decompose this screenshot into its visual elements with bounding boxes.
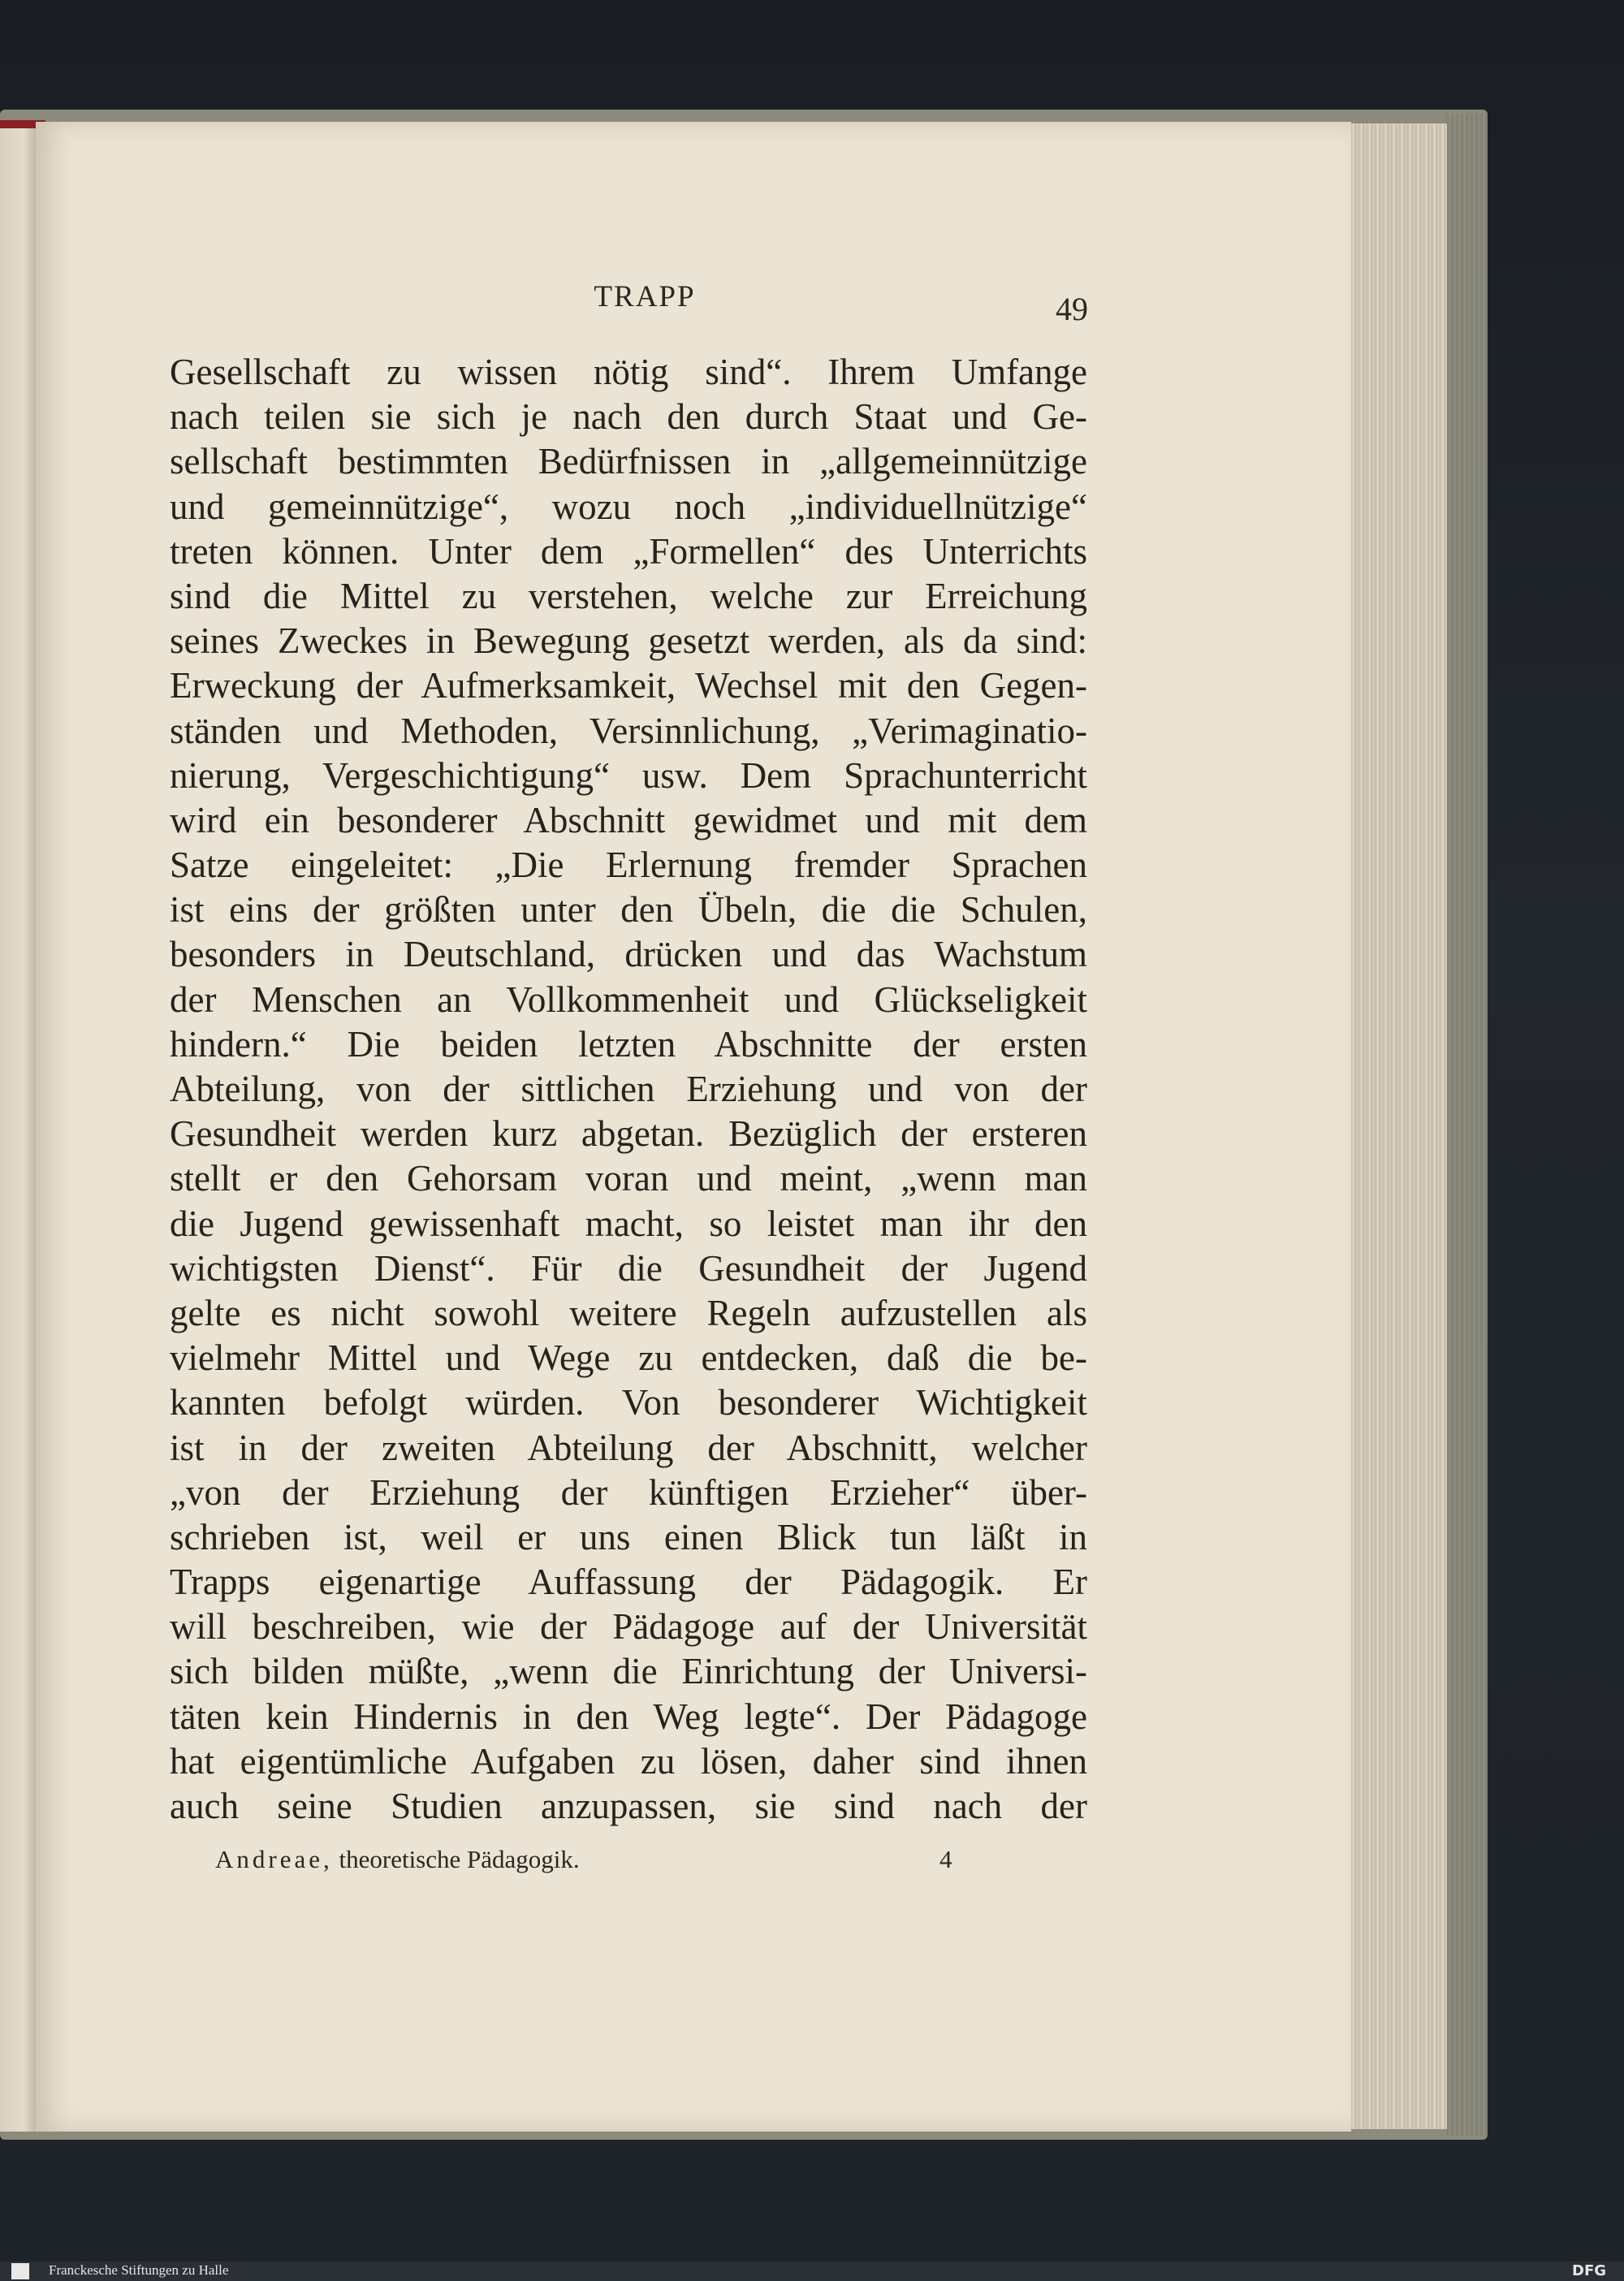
text-line: nierung, Vergeschichtigung“ usw. Dem Sprachunterricht	[170, 754, 1087, 796]
text-line: „von der Erziehung der künftigen Erzieher“ über-	[170, 1471, 1087, 1513]
signature-author: Andreae,	[215, 1845, 333, 1873]
text-line: kannten befolgt würden. Von besonderer Wichtigkeit	[170, 1382, 1087, 1423]
text-line: Satze eingeleitet: „Die Erlernung fremder Sprachen	[170, 845, 1087, 886]
text-line: hat eigentümliche Aufgaben zu lösen, daher sind ihnen	[170, 1740, 1087, 1782]
text-line: sich bilden müßte, „wenn die Einrichtung der Universi-	[170, 1651, 1087, 1692]
page-stack-edges	[1340, 123, 1447, 2129]
text-line: besonders in Deutschland, drücken und das Wachstum	[170, 934, 1087, 975]
text-line: ist in der zweiten Abteilung der Abschnitt, welcher	[170, 1427, 1087, 1468]
text-line: die Jugend gewissenhaft macht, so leistet man ihr den	[170, 1203, 1087, 1244]
text-line: und gemeinnützige“, wozu noch „individuellnützige“	[170, 486, 1087, 527]
running-head: TRAPP	[594, 280, 696, 313]
body-text	[170, 350, 1087, 1829]
text-line: sellschaft bestimmten Bedürfnissen in „allgemeinnützige	[170, 441, 1087, 482]
text-line: ist eins der größten unter den Übeln, die die Schulen,	[170, 889, 1087, 931]
text-line: Gesundheit werden kurz abgetan. Bezüglich der ersteren	[170, 1113, 1087, 1155]
text-line: will beschreiben, wie der Pädagoge auf der Universität	[170, 1606, 1087, 1648]
signature-title: theoretische Pädagogik.	[339, 1845, 580, 1873]
book-cover-edge	[1445, 114, 1488, 2136]
text-line: schrieben ist, weil er uns einen Blick tun läßt in	[170, 1516, 1087, 1557]
text-line: stellt er den Gehorsam voran und meint, „wenn man	[170, 1158, 1087, 1199]
institution-logo-icon	[11, 2263, 29, 2279]
text-line: Gesellschaft zu wissen nötig sind“. Ihrem Umfange	[170, 352, 1087, 392]
text-line: ständen und Methoden, Versinnlichung, „Verimaginatio-	[170, 710, 1087, 751]
dfg-logo: DFG	[1572, 2262, 1607, 2279]
text-line: seines Zweckes in Bewegung gesetzt werden, als da sind:	[170, 620, 1087, 662]
text-line: gelte es nicht sowohl weitere Regeln aufzustellen als	[170, 1292, 1087, 1333]
text-line: Abteilung, von der sittlichen Erziehung und von der	[170, 1069, 1087, 1109]
text-line: auch seine Studien anzupassen, sie sind nach der	[170, 1786, 1087, 1826]
signature-sheet-number: 4	[939, 1845, 952, 1873]
left-page-edge	[0, 126, 39, 2132]
page-number: 49	[1056, 291, 1088, 327]
text-line: wichtigsten Dienst“. Für die Gesundheit der Jugend	[170, 1247, 1087, 1289]
text-line: sind die Mittel zu verstehen, welche zur Erreichung	[170, 575, 1087, 616]
text-line: täten kein Hindernis in den Weg legte“. Der Pädagoge	[170, 1696, 1087, 1737]
text-line: treten können. Unter dem „Formellen“ des Unterrichts	[170, 530, 1087, 572]
text-line: der Menschen an Vollkommenheit und Glückseligkeit	[170, 978, 1087, 1020]
text-line: vielmehr Mittel und Wege zu entdecken, daß die be-	[170, 1337, 1087, 1379]
signature-line	[215, 1845, 962, 1874]
footer-bar	[0, 2262, 1624, 2281]
text-line: wird ein besonderer Abschnitt gewidmet und mit dem	[170, 799, 1087, 840]
text-line: Erweckung der Aufmerksamkeit, Wechsel mit den Gegen-	[170, 665, 1087, 706]
text-line: Trapps eigenartige Auffassung der Pädagogik. Er	[170, 1562, 1087, 1603]
footer-institution: Franckesche Stiftungen zu Halle	[49, 2262, 229, 2278]
text-line: hindern.“ Die beiden letzten Abschnitte der ersten	[170, 1023, 1087, 1065]
text-line: nach teilen sie sich je nach den durch Staat und Ge-	[170, 396, 1087, 438]
